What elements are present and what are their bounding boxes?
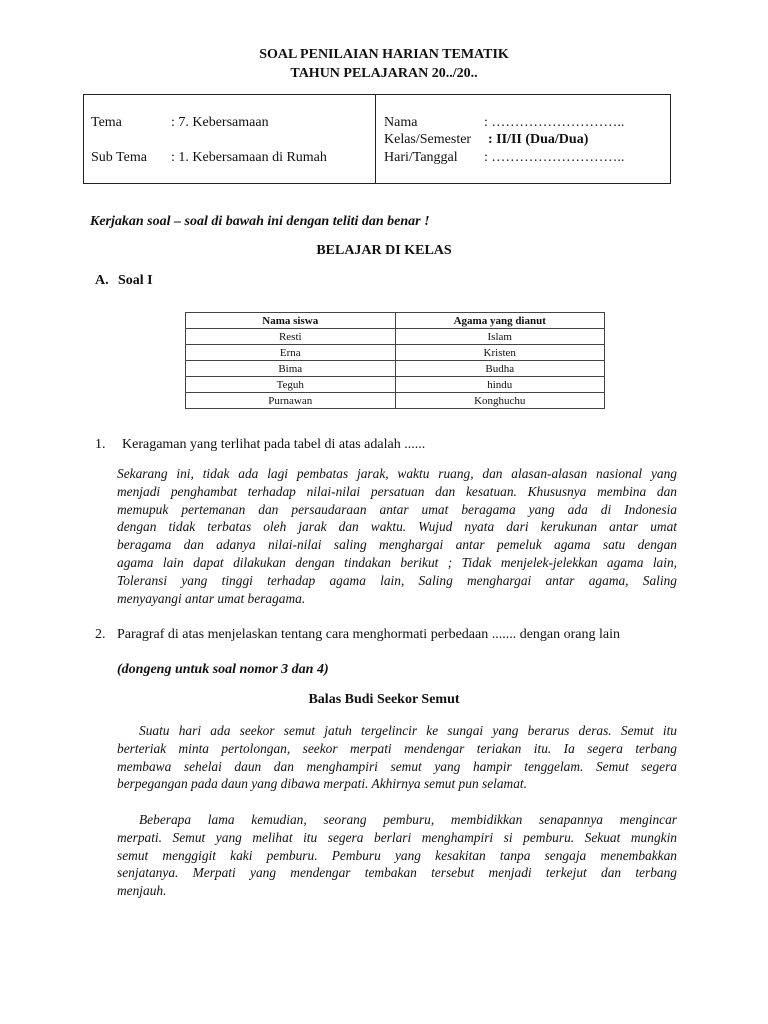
page-title: SOAL PENILAIAN HARIAN TEMATIK <box>259 47 509 62</box>
question-2-number: 2. <box>95 627 106 642</box>
paragraph-line: Sekarang ini, tidak ada lagi pembatas jarak, waktu ruang, dan alasan-alasan nasional yang <box>117 466 677 481</box>
table-cell: Konghuchu <box>395 393 605 409</box>
section-title: BELAJAR DI KELAS <box>316 243 452 258</box>
table-cell: Erna <box>186 345 396 361</box>
tema-value: : 7. Kebersamaan <box>171 115 269 130</box>
paragraph-line: Beberapa lama kemudian, seorang pemburu, membidikkan senapannya mengincar <box>139 812 677 827</box>
question-2-text: Paragraf di atas menjelaskan tentang cara menghormati perbedaan ....... dengan orang lain <box>117 627 621 642</box>
story-note: (dongeng untuk soal nomor 3 dan 4) <box>117 662 329 677</box>
table-cell: Resti <box>186 329 396 345</box>
table-header-row <box>186 313 605 329</box>
paragraph-line: berpegangan pada daun yang dibawa merpati. Akhirnya semut pun selamat. <box>117 776 527 792</box>
paragraph-line: semut menggigit kaki pemburu. Pemburu yang kesakitan tanpa sengaja menembakkan <box>117 847 677 863</box>
paragraph-1 <box>117 465 677 607</box>
story-title: Balas Budi Seekor Semut <box>308 692 460 707</box>
paragraph-line: dengan tidak terbatas oleh jarak dan waktu. Wujud nyata dari kerukunan antar umat <box>117 519 677 535</box>
paragraph-line: menjadi penghambat terhadap nilai-nilai persatuan dan kesatuan. Khususnya membina dan <box>117 483 677 499</box>
hari-tanggal-field[interactable]: : ……………………….. <box>484 150 625 165</box>
story-paragraph-2 <box>117 811 677 900</box>
table-row <box>186 393 605 409</box>
paragraph-line: Suatu hari ada seekor semut jatuh tergelincir ke sungai yang berarus deras. Semut itu <box>139 723 677 738</box>
kelas-semester-value: : II/II (Dua/Dua) <box>488 132 589 147</box>
subsection-letter: A. <box>95 273 109 288</box>
paragraph-line: menyayangi antar umat beragama. <box>117 590 306 606</box>
instruction-text: Kerjakan soal – soal di bawah ini dengan teliti dan benar ! <box>90 214 430 229</box>
table-row <box>186 377 605 393</box>
table-header-cell: Nama siswa <box>186 313 396 329</box>
table-row <box>186 345 605 361</box>
nama-field[interactable]: : ……………………….. <box>484 115 625 130</box>
paragraph-line: membawa sehelai daun dan menghampiri semut yang hampir tenggelam. Semut segera <box>117 758 677 774</box>
table-cell: Bima <box>186 361 396 377</box>
table-header-cell: Agama yang dianut <box>395 313 605 329</box>
table-row <box>186 361 605 377</box>
kelas-semester-label: Kelas/Semester <box>384 132 472 147</box>
nama-label: Nama <box>384 115 418 130</box>
paragraph-line: senjatanya. Merpati yang mendengar tembakan tersebut menjadi terkejut dan terbang <box>117 865 677 881</box>
paragraph-line: Toleransi yang tinggi terhadap agama lain, Saling menghargai antar agama, Saling <box>117 572 677 588</box>
student-info-box <box>83 94 671 184</box>
table-cell: Purnawan <box>186 393 396 409</box>
table-cell: Islam <box>395 329 605 345</box>
question-1-text: Keragaman yang terlihat pada tabel di atas adalah ...... <box>122 437 426 452</box>
tema-label: Tema <box>91 115 122 130</box>
paragraph-line: merpati. Semut yang melihat itu segera berlari menghampiri si pemburu. Sekuat mungkin <box>117 829 677 845</box>
religion-table <box>185 312 605 409</box>
table-cell: hindu <box>395 377 605 393</box>
page-subtitle: TAHUN PELAJARAN 20../20.. <box>290 66 478 81</box>
subsection-title: Soal I <box>118 273 153 288</box>
table-cell: Teguh <box>186 377 396 393</box>
paragraph-line: memupuk pertemanan dan persaudaraan antar umat beragama yang ada di Indonesia <box>117 501 677 517</box>
paragraph-line: menjauh. <box>117 883 167 899</box>
table-cell: Kristen <box>395 345 605 361</box>
paragraph-line: agama lain dapat dilakukan dengan tindakan berikut ; Tidak menjelek-jelekkan agama lain, <box>117 554 677 570</box>
info-box-divider <box>375 95 376 183</box>
hari-tanggal-label: Hari/Tanggal <box>384 150 458 165</box>
story-paragraph-1 <box>117 722 677 793</box>
table-cell: Budha <box>395 361 605 377</box>
question-1-number: 1. <box>95 437 106 452</box>
paragraph-line: beragama dan adanya nilai-nilai saling menghargai antar pemeluk agama satu dengan <box>117 537 677 553</box>
subtema-label: Sub Tema <box>91 150 147 165</box>
paragraph-line: berteriak minta pertolongan, seekor merpati mendengar teriakan itu. Ia segera terbang <box>117 740 677 756</box>
table-row <box>186 329 605 345</box>
subtema-value: : 1. Kebersamaan di Rumah <box>171 150 327 165</box>
